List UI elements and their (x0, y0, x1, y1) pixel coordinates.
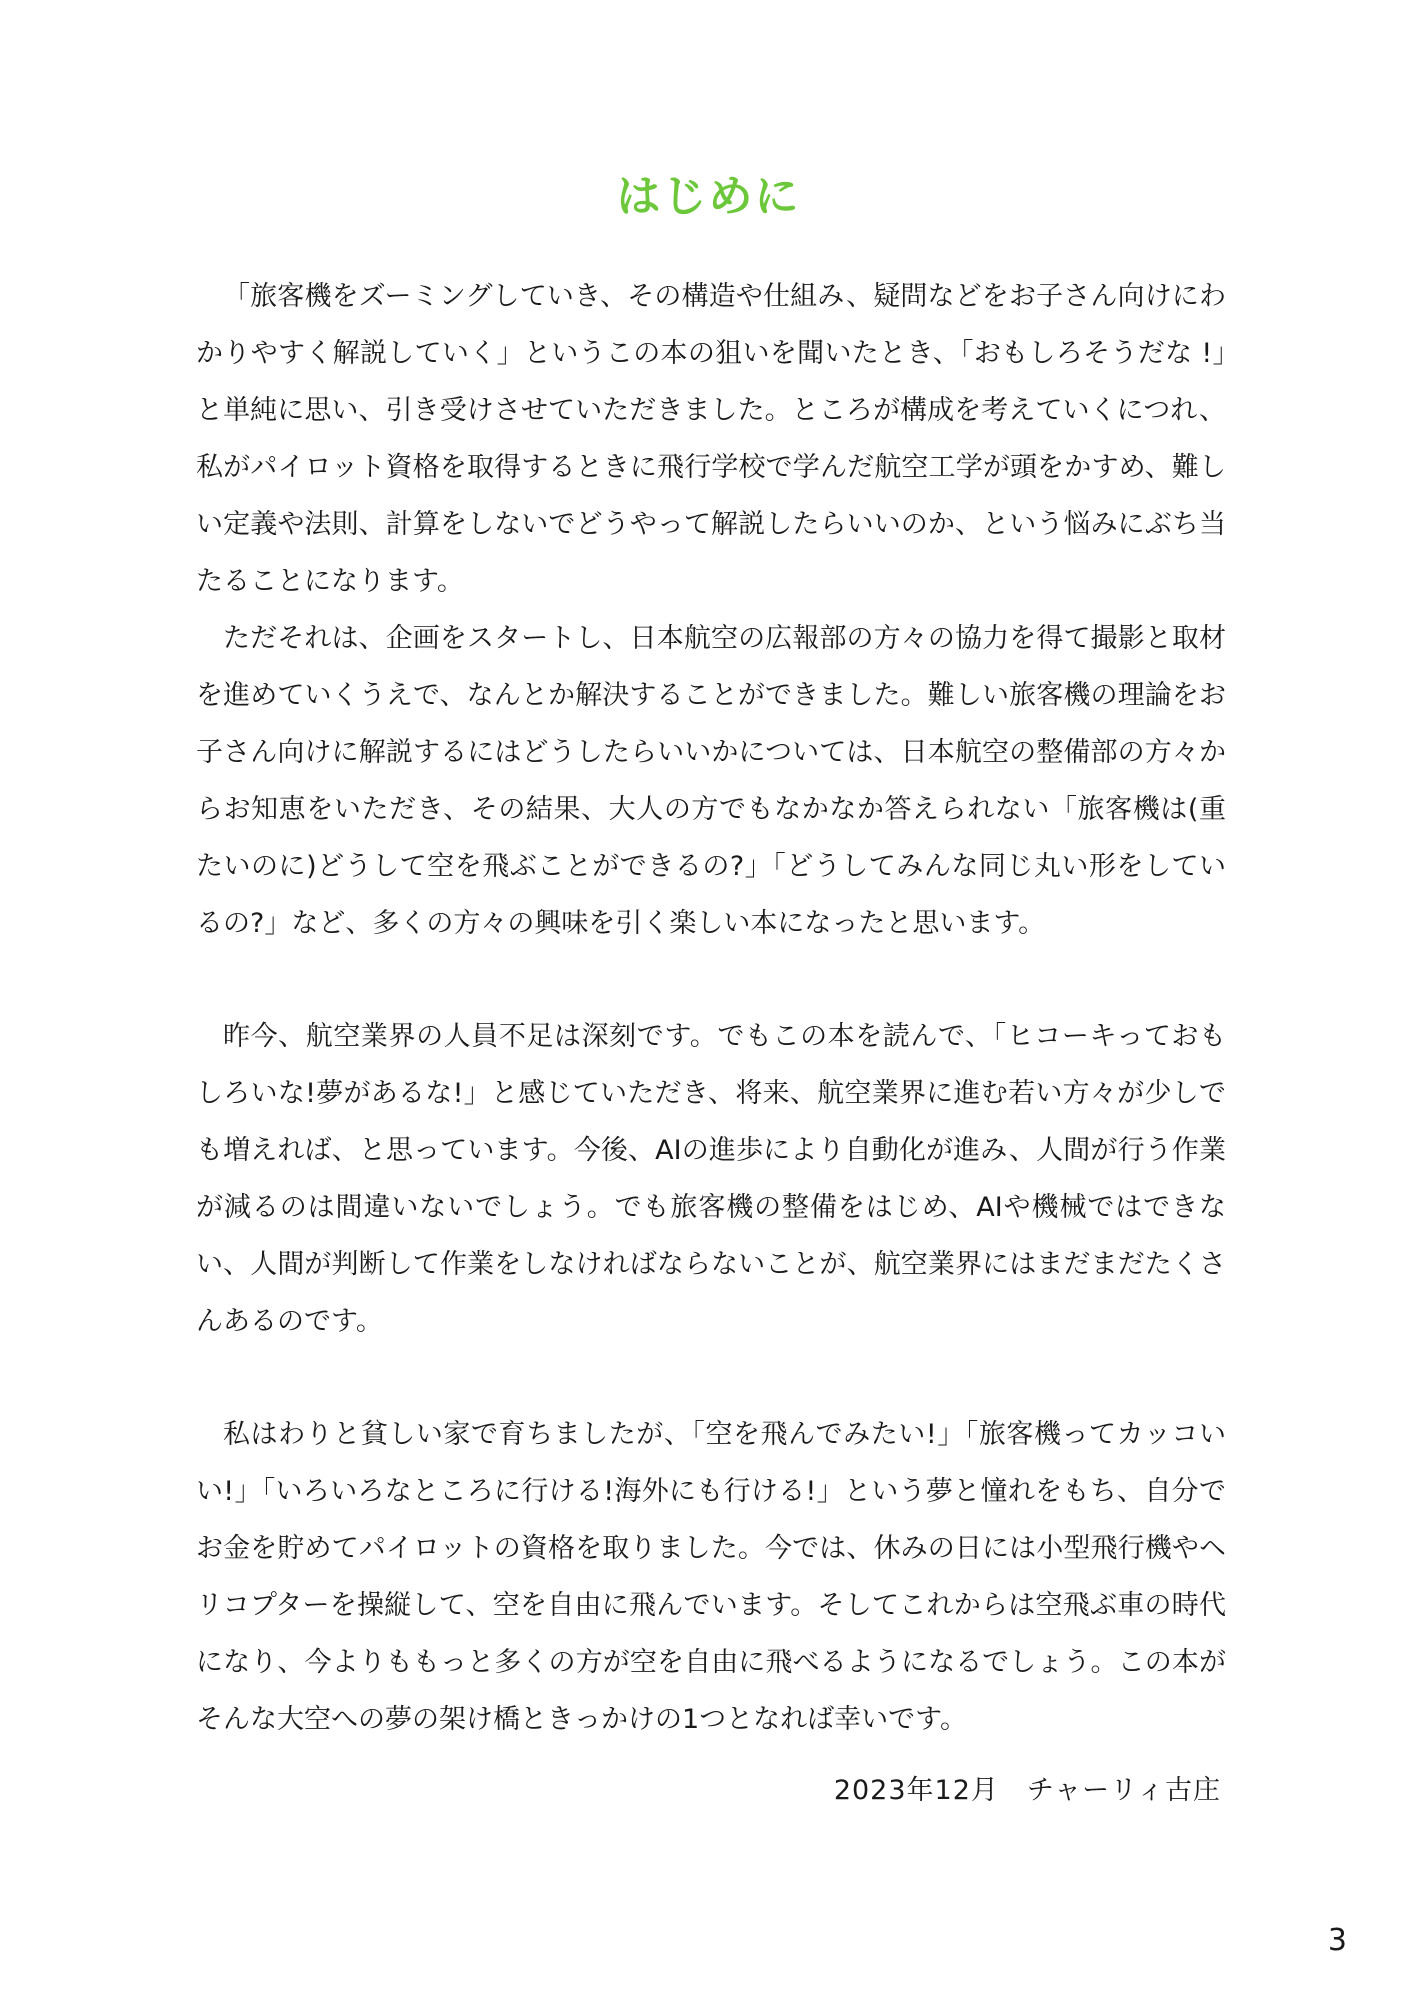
paragraph-1: 「旅客機をズーミングしていき、その構造や仕組み、疑問などをお子さん向けにわかりやすく解説していく」というこの本の狙いを聞いたとき、「おもしろそうだな !」と単純に思い、引き受けさせていただきました。ところが構成を考えていくにつれ、私がパイロット資格を取得するときに飛行学校で学んだ航空工学が頭をかすめ、難しい定義や法則、計算をしないでどうやって解説したらいいのか、という悩みにぶち当たることになります。 (196, 281, 1227, 597)
paragraph-4: 私はわりと貧しい家で育ちましたが、「空を飛んでみたい!」「旅客機ってカッコいい!」「いろいろなところに行ける!海外にも行ける!」という夢と憧れをもち、自分でお金を貯めてパイロットの資格を取りました。今では、休みの日には小型飛行機やヘリコプターを操縦して、空を自由に飛んでいます。そしてこれからは空飛ぶ車の時代になり、今よりももっと多くの方が空を自由に飛べるようになるでしょう。この本がそんな大空への夢の架け橋ときっかけの1つとなれば幸いです。 (196, 1419, 1226, 1735)
signature: 2023年12月 チャーリィ古庄 (833, 1775, 1221, 1806)
paragraph-3: 昨今、航空業界の人員不足は深刻です。でもこの本を読んで、「ヒコーキっておもしろいな!夢があるな!」と感じていただき、将来、航空業界に進む若い方々が少しでも増えれば、と思っています。今後、AIの進歩により自動化が進み、人間が行う作業が減るのは間違いないでしょう。でも旅客機の整備をはじめ、AIや機械ではできない、人間が判断して作業をしなければならないことが、航空業界にはまだまだたくさんあるのです。 (196, 1021, 1226, 1337)
page-number: 3 (1327, 1923, 1347, 1958)
paragraph-2: ただそれは、企画をスタートし、日本航空の広報部の方々の協力を得て撮影と取材を進めていくうえで、なんとか解決することができました。難しい旅客機の理論をお子さん向けに解説するにはどうしたらいいかについては、日本航空の整備部の方々からお知恵をいただき、その結果、大人の方でもなかなか答えられない「旅客機は(重たいのに)どうして空を飛ぶことができるの?」「どうしてみんな同じ丸い形をしているの?」など、多くの方々の興味を引く楽しい本になったと思います。 (196, 623, 1226, 939)
body-text (196, 268, 1226, 1748)
page-title: はじめに (616, 171, 801, 222)
